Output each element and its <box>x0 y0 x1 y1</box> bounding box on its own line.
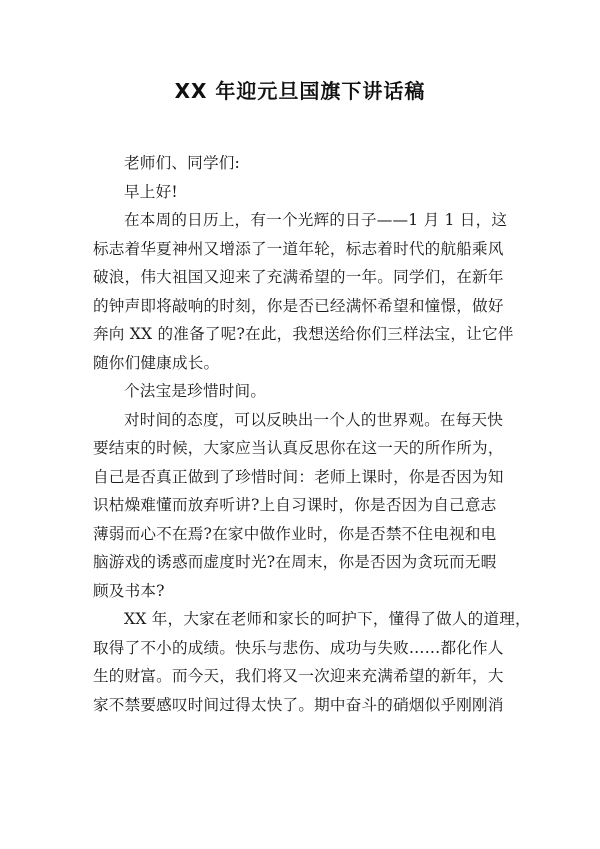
document-title: XX 年迎元旦国旗下讲话稿 <box>174 79 426 103</box>
paragraph-line: 顾及书本? <box>93 581 165 600</box>
paragraph-line: 脑游戏的诱惑而虚度时光?在周末，你是否因为贪玩而无暇 <box>93 553 497 571</box>
paragraph-line: 要结束的时候，大家应当认真反思你在这一天的所作所为， <box>93 439 504 457</box>
paragraph-line: 家不禁要感叹时间过得太快了。期中奋斗的硝烟似乎刚刚消 <box>93 695 504 714</box>
paragraph-line: 随你们健康成长。 <box>93 353 220 372</box>
document-body <box>93 149 531 719</box>
paragraph-line: 生的财富。而今天，我们将又一次迎来充满希望的新年，大 <box>93 667 504 685</box>
paragraph-line: 取得了不小的成绩。快乐与悲伤、成功与失败……都化作人 <box>93 638 504 657</box>
paragraph-line: 对时间的态度，可以反映出一个人的世界观。在每天快 <box>124 410 504 429</box>
paragraph-line: 在本周的日历上，有一个光辉的日子——1 月 1 日，这 <box>124 211 508 229</box>
paragraph-line: 识枯燥难懂而放弃听讲?上自习课时，你是否因为自己意志 <box>93 496 497 514</box>
paragraph-line: 标志着华夏神州又增添了一道年轮，标志着时代的航船乘风 <box>93 239 504 258</box>
paragraph-line: 个法宝是珍惜时间。 <box>124 382 267 400</box>
paragraph-line: 奔向 XX 的准备了呢?在此，我想送给你们三样法宝，让它伴 <box>93 325 514 343</box>
paragraph-line: 的钟声即将敲响的时刻，你是否已经满怀希望和憧憬，做好 <box>93 296 504 315</box>
paragraph-line: XX 年，大家在老师和家长的呵护下，懂得了做人的道理， <box>124 610 531 628</box>
paragraph-line: 自己是否真正做到了珍惜时间：老师上课时，你是否因为知 <box>93 467 504 486</box>
greeting: 早上好! <box>124 182 178 201</box>
salutation: 老师们、同学们: <box>124 154 241 172</box>
paragraph-line: 薄弱而心不在焉?在家中做作业时，你是否禁不住电视和电 <box>93 524 497 543</box>
paragraph-line: 破浪，伟大祖国又迎来了充满希望的一年。同学们，在新年 <box>93 268 504 286</box>
